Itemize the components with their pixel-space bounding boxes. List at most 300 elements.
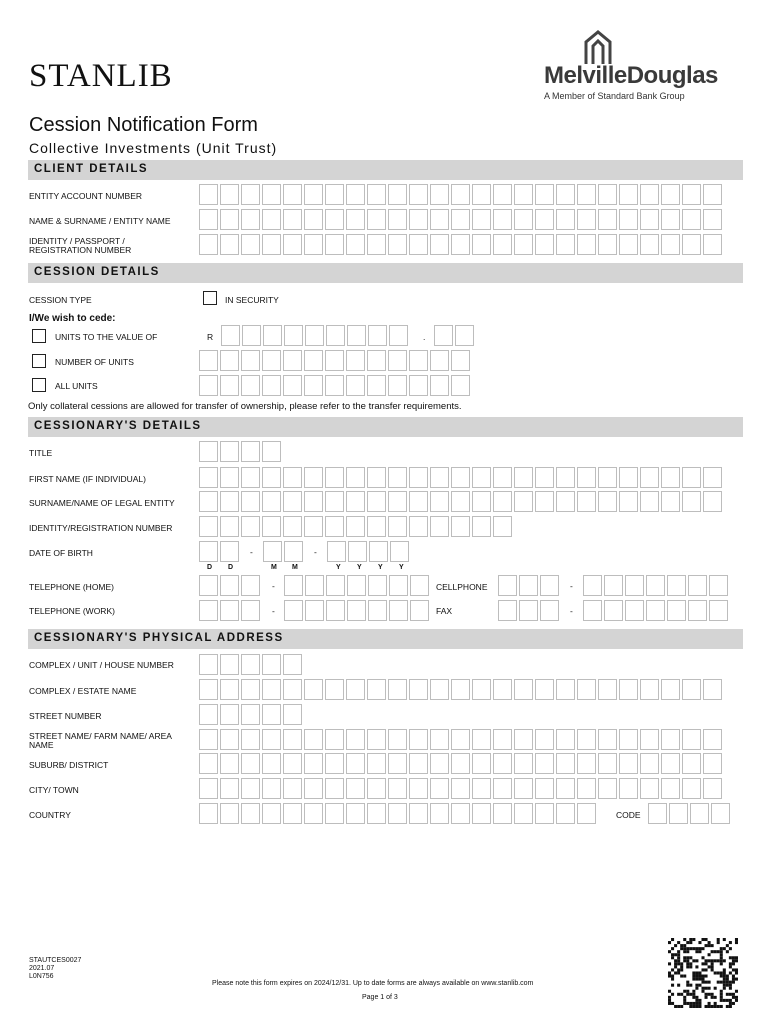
char-box[interactable]: [682, 679, 701, 700]
char-box[interactable]: [304, 679, 323, 700]
char-box[interactable]: [661, 729, 680, 750]
char-box[interactable]: [199, 375, 218, 396]
char-box[interactable]: [619, 753, 638, 774]
char-box[interactable]: [199, 467, 218, 488]
char-box[interactable]: [262, 467, 281, 488]
char-box[interactable]: [220, 600, 239, 621]
char-box[interactable]: [199, 184, 218, 205]
telephone-work-number-field[interactable]: [284, 600, 431, 621]
char-box[interactable]: [556, 753, 575, 774]
char-box[interactable]: [367, 778, 386, 799]
char-box[interactable]: [410, 600, 429, 621]
char-box[interactable]: [451, 375, 470, 396]
char-box[interactable]: [199, 600, 218, 621]
char-box[interactable]: [661, 679, 680, 700]
char-box[interactable]: [682, 491, 701, 512]
char-box[interactable]: [262, 753, 281, 774]
char-box[interactable]: [619, 729, 638, 750]
telephone-home-number-field[interactable]: [284, 575, 431, 596]
char-box[interactable]: [283, 516, 302, 537]
char-box[interactable]: [646, 600, 665, 621]
char-box[interactable]: [451, 350, 470, 371]
char-box[interactable]: [514, 753, 533, 774]
char-box[interactable]: [514, 467, 533, 488]
char-box[interactable]: [283, 234, 302, 255]
char-box[interactable]: [325, 516, 344, 537]
char-box[interactable]: [540, 575, 559, 596]
char-box[interactable]: [283, 753, 302, 774]
char-box[interactable]: [241, 729, 260, 750]
char-box[interactable]: [703, 184, 722, 205]
char-box[interactable]: [221, 325, 240, 346]
char-box[interactable]: [648, 803, 667, 824]
char-box[interactable]: [284, 325, 303, 346]
char-box[interactable]: [262, 234, 281, 255]
char-box[interactable]: [577, 778, 596, 799]
char-box[interactable]: [682, 729, 701, 750]
char-box[interactable]: [430, 778, 449, 799]
char-box[interactable]: [577, 729, 596, 750]
char-box[interactable]: [325, 778, 344, 799]
char-box[interactable]: [199, 516, 218, 537]
char-box[interactable]: [472, 803, 491, 824]
char-box[interactable]: [682, 209, 701, 230]
country-field[interactable]: [199, 803, 598, 824]
char-box[interactable]: [709, 600, 728, 621]
char-box[interactable]: [472, 729, 491, 750]
char-box[interactable]: [514, 729, 533, 750]
street-name-field[interactable]: [199, 729, 724, 750]
name-surname-field[interactable]: [199, 209, 724, 230]
char-box[interactable]: [682, 184, 701, 205]
char-box[interactable]: [556, 234, 575, 255]
char-box[interactable]: [430, 491, 449, 512]
char-box[interactable]: [493, 209, 512, 230]
char-box[interactable]: [283, 654, 302, 675]
char-box[interactable]: [472, 778, 491, 799]
telephone-home-code-field[interactable]: [199, 575, 262, 596]
char-box[interactable]: [472, 753, 491, 774]
char-box[interactable]: [325, 209, 344, 230]
char-box[interactable]: [493, 753, 512, 774]
identity-registration-field[interactable]: [199, 516, 514, 537]
char-box[interactable]: [367, 729, 386, 750]
all-units-checkbox[interactable]: [32, 378, 46, 392]
char-box[interactable]: [472, 184, 491, 205]
char-box[interactable]: [703, 234, 722, 255]
char-box[interactable]: [367, 516, 386, 537]
cellphone-code-field[interactable]: [498, 575, 561, 596]
char-box[interactable]: [667, 600, 686, 621]
char-box[interactable]: [682, 467, 701, 488]
char-box[interactable]: [493, 234, 512, 255]
char-box[interactable]: [304, 516, 323, 537]
char-box[interactable]: [598, 209, 617, 230]
char-box[interactable]: [703, 209, 722, 230]
char-box[interactable]: [220, 234, 239, 255]
char-box[interactable]: [540, 600, 559, 621]
char-box[interactable]: [640, 467, 659, 488]
char-box[interactable]: [241, 441, 260, 462]
char-box[interactable]: [327, 541, 346, 562]
char-box[interactable]: [388, 209, 407, 230]
char-box[interactable]: [583, 600, 602, 621]
char-box[interactable]: [682, 753, 701, 774]
char-box[interactable]: [577, 753, 596, 774]
char-box[interactable]: [346, 184, 365, 205]
char-box[interactable]: [348, 541, 367, 562]
char-box[interactable]: [346, 778, 365, 799]
char-box[interactable]: [283, 679, 302, 700]
char-box[interactable]: [410, 575, 429, 596]
char-box[interactable]: [283, 375, 302, 396]
char-box[interactable]: [409, 803, 428, 824]
char-box[interactable]: [220, 516, 239, 537]
char-box[interactable]: [199, 778, 218, 799]
char-box[interactable]: [514, 778, 533, 799]
char-box[interactable]: [430, 729, 449, 750]
char-box[interactable]: [556, 803, 575, 824]
char-box[interactable]: [409, 491, 428, 512]
char-box[interactable]: [220, 704, 239, 725]
char-box[interactable]: [346, 491, 365, 512]
char-box[interactable]: [367, 491, 386, 512]
first-name-field[interactable]: [199, 467, 724, 488]
char-box[interactable]: [604, 575, 623, 596]
char-box[interactable]: [472, 209, 491, 230]
char-box[interactable]: [519, 600, 538, 621]
char-box[interactable]: [703, 467, 722, 488]
char-box[interactable]: [535, 491, 554, 512]
char-box[interactable]: [262, 516, 281, 537]
char-box[interactable]: [241, 803, 260, 824]
char-box[interactable]: [514, 184, 533, 205]
char-box[interactable]: [682, 234, 701, 255]
title-field[interactable]: [199, 441, 283, 462]
char-box[interactable]: [619, 491, 638, 512]
char-box[interactable]: [556, 778, 575, 799]
char-box[interactable]: [220, 441, 239, 462]
char-box[interactable]: [661, 778, 680, 799]
char-box[interactable]: [498, 575, 517, 596]
char-box[interactable]: [688, 600, 707, 621]
char-box[interactable]: [262, 441, 281, 462]
char-box[interactable]: [703, 491, 722, 512]
char-box[interactable]: [434, 325, 453, 346]
char-box[interactable]: [493, 778, 512, 799]
char-box[interactable]: [241, 516, 260, 537]
dob-day-field[interactable]: [199, 541, 241, 562]
cellphone-number-field[interactable]: [583, 575, 730, 596]
char-box[interactable]: [283, 778, 302, 799]
char-box[interactable]: [346, 375, 365, 396]
char-box[interactable]: [304, 467, 323, 488]
char-box[interactable]: [283, 491, 302, 512]
char-box[interactable]: [703, 753, 722, 774]
char-box[interactable]: [304, 729, 323, 750]
char-box[interactable]: [430, 679, 449, 700]
char-box[interactable]: [661, 209, 680, 230]
char-box[interactable]: [262, 491, 281, 512]
char-box[interactable]: [262, 209, 281, 230]
char-box[interactable]: [367, 679, 386, 700]
char-box[interactable]: [451, 803, 470, 824]
char-box[interactable]: [346, 209, 365, 230]
char-box[interactable]: [577, 803, 596, 824]
char-box[interactable]: [220, 753, 239, 774]
char-box[interactable]: [682, 778, 701, 799]
char-box[interactable]: [241, 209, 260, 230]
char-box[interactable]: [514, 679, 533, 700]
char-box[interactable]: [220, 778, 239, 799]
char-box[interactable]: [619, 778, 638, 799]
char-box[interactable]: [388, 350, 407, 371]
char-box[interactable]: [304, 234, 323, 255]
char-box[interactable]: [409, 753, 428, 774]
char-box[interactable]: [220, 375, 239, 396]
char-box[interactable]: [388, 491, 407, 512]
char-box[interactable]: [305, 600, 324, 621]
char-box[interactable]: [199, 654, 218, 675]
char-box[interactable]: [409, 375, 428, 396]
char-box[interactable]: [430, 467, 449, 488]
char-box[interactable]: [451, 491, 470, 512]
char-box[interactable]: [430, 803, 449, 824]
char-box[interactable]: [325, 491, 344, 512]
char-box[interactable]: [640, 753, 659, 774]
char-box[interactable]: [388, 729, 407, 750]
char-box[interactable]: [304, 803, 323, 824]
char-box[interactable]: [409, 516, 428, 537]
char-box[interactable]: [619, 209, 638, 230]
char-box[interactable]: [640, 184, 659, 205]
char-box[interactable]: [598, 778, 617, 799]
char-box[interactable]: [451, 234, 470, 255]
char-box[interactable]: [346, 516, 365, 537]
char-box[interactable]: [667, 575, 686, 596]
char-box[interactable]: [619, 679, 638, 700]
char-box[interactable]: [390, 541, 409, 562]
dob-year-field[interactable]: [327, 541, 411, 562]
char-box[interactable]: [367, 234, 386, 255]
char-box[interactable]: [241, 679, 260, 700]
char-box[interactable]: [283, 184, 302, 205]
char-box[interactable]: [556, 184, 575, 205]
char-box[interactable]: [241, 350, 260, 371]
char-box[interactable]: [669, 803, 688, 824]
char-box[interactable]: [661, 184, 680, 205]
char-box[interactable]: [493, 491, 512, 512]
char-box[interactable]: [346, 234, 365, 255]
char-box[interactable]: [283, 803, 302, 824]
char-box[interactable]: [598, 491, 617, 512]
dob-month-field[interactable]: [263, 541, 305, 562]
char-box[interactable]: [661, 234, 680, 255]
units-value-field[interactable]: [221, 325, 410, 346]
char-box[interactable]: [241, 467, 260, 488]
char-box[interactable]: [242, 325, 261, 346]
char-box[interactable]: [305, 325, 324, 346]
char-box[interactable]: [262, 184, 281, 205]
char-box[interactable]: [367, 350, 386, 371]
char-box[interactable]: [326, 600, 345, 621]
char-box[interactable]: [619, 234, 638, 255]
char-box[interactable]: [325, 234, 344, 255]
char-box[interactable]: [304, 753, 323, 774]
char-box[interactable]: [389, 325, 408, 346]
char-box[interactable]: [703, 778, 722, 799]
char-box[interactable]: [367, 184, 386, 205]
char-box[interactable]: [388, 467, 407, 488]
char-box[interactable]: [304, 491, 323, 512]
char-box[interactable]: [709, 575, 728, 596]
char-box[interactable]: [199, 541, 218, 562]
char-box[interactable]: [577, 209, 596, 230]
char-box[interactable]: [409, 729, 428, 750]
char-box[interactable]: [409, 350, 428, 371]
char-box[interactable]: [640, 234, 659, 255]
char-box[interactable]: [284, 575, 303, 596]
char-box[interactable]: [577, 184, 596, 205]
char-box[interactable]: [262, 375, 281, 396]
char-box[interactable]: [199, 491, 218, 512]
char-box[interactable]: [556, 729, 575, 750]
char-box[interactable]: [711, 803, 730, 824]
char-box[interactable]: [325, 184, 344, 205]
complex-unit-field[interactable]: [199, 654, 304, 675]
char-box[interactable]: [430, 516, 449, 537]
char-box[interactable]: [556, 679, 575, 700]
char-box[interactable]: [220, 541, 239, 562]
telephone-work-code-field[interactable]: [199, 600, 262, 621]
char-box[interactable]: [535, 679, 554, 700]
char-box[interactable]: [430, 350, 449, 371]
char-box[interactable]: [368, 600, 387, 621]
char-box[interactable]: [241, 704, 260, 725]
char-box[interactable]: [241, 234, 260, 255]
char-box[interactable]: [199, 209, 218, 230]
char-box[interactable]: [199, 729, 218, 750]
char-box[interactable]: [199, 753, 218, 774]
char-box[interactable]: [262, 803, 281, 824]
char-box[interactable]: [325, 350, 344, 371]
fax-number-field[interactable]: [583, 600, 730, 621]
char-box[interactable]: [304, 350, 323, 371]
char-box[interactable]: [472, 516, 491, 537]
char-box[interactable]: [346, 729, 365, 750]
char-box[interactable]: [498, 600, 517, 621]
char-box[interactable]: [304, 778, 323, 799]
char-box[interactable]: [388, 375, 407, 396]
char-box[interactable]: [430, 184, 449, 205]
char-box[interactable]: [472, 679, 491, 700]
char-box[interactable]: [325, 467, 344, 488]
char-box[interactable]: [220, 679, 239, 700]
char-box[interactable]: [262, 704, 281, 725]
char-box[interactable]: [347, 575, 366, 596]
char-box[interactable]: [535, 234, 554, 255]
char-box[interactable]: [493, 679, 512, 700]
char-box[interactable]: [199, 234, 218, 255]
identity-number-field[interactable]: [199, 234, 724, 255]
units-value-cents-field[interactable]: [434, 325, 476, 346]
char-box[interactable]: [388, 184, 407, 205]
char-box[interactable]: [535, 778, 554, 799]
suburb-field[interactable]: [199, 753, 724, 774]
char-box[interactable]: [472, 234, 491, 255]
char-box[interactable]: [369, 541, 388, 562]
char-box[interactable]: [556, 491, 575, 512]
char-box[interactable]: [493, 516, 512, 537]
char-box[interactable]: [493, 467, 512, 488]
char-box[interactable]: [241, 491, 260, 512]
char-box[interactable]: [389, 600, 408, 621]
char-box[interactable]: [451, 753, 470, 774]
char-box[interactable]: [241, 184, 260, 205]
char-box[interactable]: [347, 325, 366, 346]
street-number-field[interactable]: [199, 704, 304, 725]
char-box[interactable]: [493, 184, 512, 205]
number-of-units-checkbox[interactable]: [32, 354, 46, 368]
char-box[interactable]: [409, 778, 428, 799]
char-box[interactable]: [640, 491, 659, 512]
char-box[interactable]: [368, 575, 387, 596]
char-box[interactable]: [283, 350, 302, 371]
char-box[interactable]: [472, 491, 491, 512]
char-box[interactable]: [325, 375, 344, 396]
char-box[interactable]: [388, 234, 407, 255]
char-box[interactable]: [661, 467, 680, 488]
char-box[interactable]: [451, 184, 470, 205]
char-box[interactable]: [598, 679, 617, 700]
char-box[interactable]: [220, 491, 239, 512]
char-box[interactable]: [430, 209, 449, 230]
char-box[interactable]: [262, 654, 281, 675]
char-box[interactable]: [577, 234, 596, 255]
char-box[interactable]: [430, 234, 449, 255]
char-box[interactable]: [325, 803, 344, 824]
char-box[interactable]: [199, 441, 218, 462]
char-box[interactable]: [326, 575, 345, 596]
char-box[interactable]: [284, 541, 303, 562]
char-box[interactable]: [451, 729, 470, 750]
char-box[interactable]: [598, 729, 617, 750]
char-box[interactable]: [388, 778, 407, 799]
char-box[interactable]: [604, 600, 623, 621]
char-box[interactable]: [535, 467, 554, 488]
char-box[interactable]: [409, 234, 428, 255]
units-value-checkbox[interactable]: [32, 329, 46, 343]
char-box[interactable]: [346, 350, 365, 371]
char-box[interactable]: [409, 209, 428, 230]
char-box[interactable]: [199, 704, 218, 725]
char-box[interactable]: [304, 375, 323, 396]
all-units-field[interactable]: [199, 375, 472, 396]
city-field[interactable]: [199, 778, 724, 799]
char-box[interactable]: [262, 729, 281, 750]
char-box[interactable]: [283, 209, 302, 230]
char-box[interactable]: [640, 778, 659, 799]
char-box[interactable]: [220, 729, 239, 750]
char-box[interactable]: [625, 600, 644, 621]
char-box[interactable]: [220, 184, 239, 205]
char-box[interactable]: [241, 375, 260, 396]
char-box[interactable]: [535, 184, 554, 205]
char-box[interactable]: [220, 575, 239, 596]
char-box[interactable]: [598, 753, 617, 774]
char-box[interactable]: [451, 778, 470, 799]
char-box[interactable]: [346, 467, 365, 488]
